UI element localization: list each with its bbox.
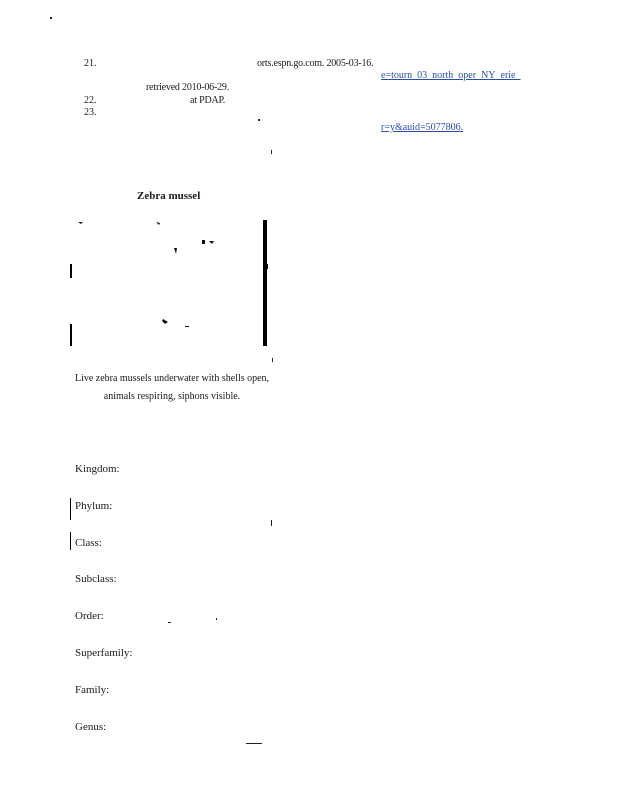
ref-21-retrieved: retrieved 2010-06-29. [146,82,229,93]
scan-speck [271,150,272,154]
taxonomy-kingdom-label: Kingdom: [75,463,120,475]
scan-speck [246,743,262,744]
ref-23-number: 23. [84,107,97,118]
infobox-title: Zebra mussel [137,190,201,202]
ref-23-link[interactable]: r=y&auid=5077806. [381,122,464,133]
scan-speck [216,618,217,620]
scan-speck [50,17,52,19]
infobox-caption: Live zebra mussels underwater with shells open, animals respiring, siphons visible. [74,373,270,402]
infobox-image [70,218,270,348]
ref-22-text: at PDAP. [190,95,226,106]
scan-speck [168,622,171,623]
taxonomy-order-label: Order: [75,610,104,622]
zebra-mussel-image [70,218,270,348]
ref-22-number: 22. [84,95,97,106]
scan-speck [271,520,272,526]
taxonomy-phylum-label: Phylum: [75,500,113,512]
scan-line [70,532,71,550]
taxonomy-genus-label: Genus: [75,721,107,733]
taxonomy-family-label: Family: [75,684,110,696]
scan-speck [258,119,260,121]
taxonomy-subclass-label: Subclass: [75,573,117,585]
ref-21-number: 21. [84,58,97,69]
ref-21-link[interactable]: e=tourn_03_north_oper_NY_erie_ [381,70,521,81]
scan-speck [272,358,273,362]
taxonomy-superfamily-label: Superfamily: [75,647,133,659]
scan-line [70,498,71,520]
taxonomy-class-label: Class: [75,537,102,549]
ref-21-text: orts.espn.go.com. 2005-03-16. [257,58,374,69]
